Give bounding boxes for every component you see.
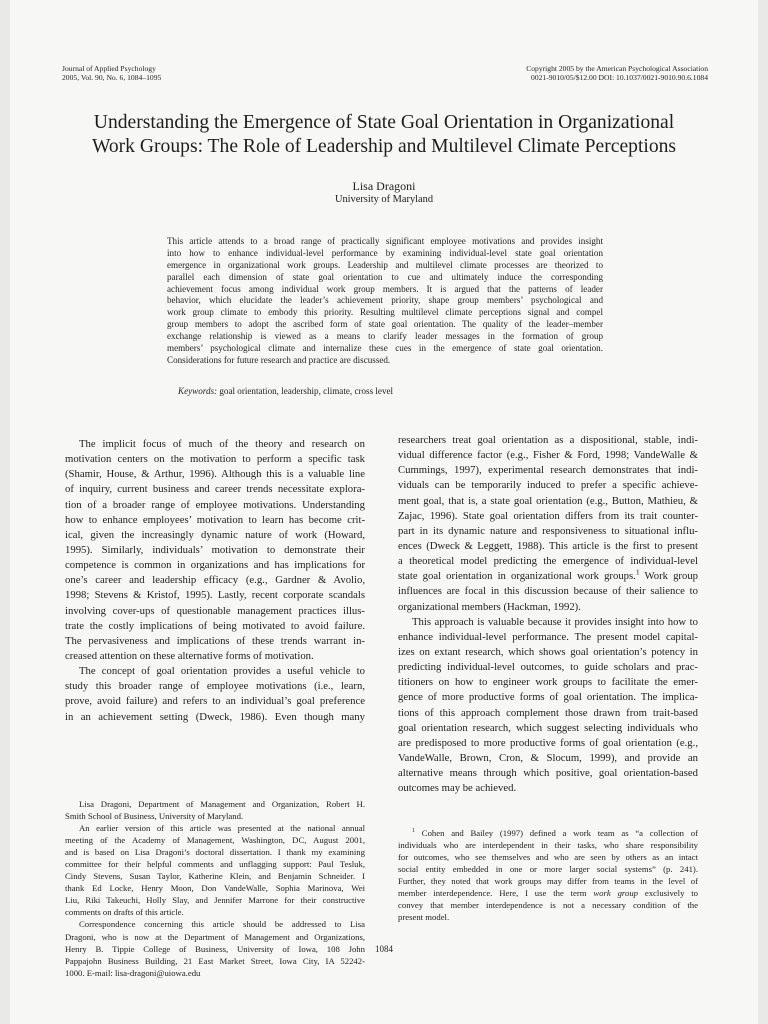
body-line: study this broader range of employee motivations (i.e., learn,	[65, 680, 365, 693]
body-line: predicting individual-level outcomes, to guide scholars and prac-	[398, 661, 698, 674]
abstract	[167, 236, 603, 367]
footnote-line: Further, they noted that work groups may differ from teams in the level of	[398, 876, 698, 887]
footnote-marker: 1	[635, 569, 640, 577]
note-line: Dragoni, who is now at the Department of Management and Organizations,	[65, 931, 365, 942]
body-line: ences (Dweck & Leggett, 1988). This article is the first to present	[398, 539, 698, 552]
abstract-line: group members to adopt the ascribed form of state goal orientation. The quality of the leader–member	[167, 319, 603, 330]
keywords-label: Keywords:	[178, 386, 218, 396]
abstract-line: behavior, which elucidate the leader’s achievement priority, shape group members’ psychological and	[167, 295, 603, 306]
abstract-line: exchange relationship is viewed as a means to clarify leader messages in the formation of group	[167, 331, 603, 342]
body-line: one’s career and leadership efficacy (e.g., Gardner & Avolio,	[65, 574, 365, 587]
abstract-line: into how to enhance individual-level performance by examining individual-level state goal orientation	[167, 247, 603, 258]
body-line: competence is common in organizations and has implications for	[65, 559, 365, 572]
body-line: outcomes may be achieved.	[398, 782, 517, 795]
note-line: committee for their helpful comments and unflagging support: Paul Tesluk,	[65, 859, 365, 870]
footnote-line	[398, 827, 698, 839]
journal-volume-info: 2005, Vol. 90, No. 6, 1084–1095	[62, 72, 162, 82]
body-line: tion of a broader range of employee motivations. Understanding	[65, 498, 365, 511]
body-line: enhance individual-level performance. The present model capital-	[398, 630, 698, 643]
body-line: in an achievement setting (Dweck, 1986). Even though many	[65, 710, 365, 723]
body-line: vidual difference factor (e.g., Fisher & Ford, 1998; VandeWalle &	[398, 449, 698, 462]
body-line: of inquiry, current business and career trends necessitate explora-	[65, 483, 365, 496]
copyright-header	[526, 65, 708, 82]
body-line: organizational members (Hackman, 1992).	[398, 600, 581, 613]
body-line	[398, 569, 698, 584]
note-line: meeting of the Academy of Management, Washington, DC, August 2001,	[65, 835, 365, 846]
body-line: izes on extant research, which shows goal orientation’s potency in	[398, 645, 698, 658]
body-line: influences are focal in this discussion because of their salience to	[398, 585, 698, 598]
body-line: The pervasiveness and implications of these trends warrant in-	[65, 634, 365, 647]
footnote-text: exclusively to	[638, 888, 698, 899]
footnote-line: convey that member interdependence is not a necessary condition of the	[398, 900, 698, 911]
body-line: tions of this approach complement those drawn from trait-based	[398, 706, 698, 719]
abstract-line: Considerations for future research and practice are discussed.	[167, 354, 391, 365]
page-number: 1084	[375, 944, 393, 954]
footnote-1	[398, 827, 698, 923]
abstract-line: achievement focus among individual work group members. It is argued that the patterns of leader	[167, 283, 603, 294]
journal-page	[10, 0, 758, 1024]
footnote-text: member interdependence. Here, I use the term	[398, 888, 594, 899]
body-line: 1998; Stevens & Kristof, 1995). Lastly, recent corporate scandals	[65, 589, 365, 602]
copyright-line: Copyright 2005 by the American Psychological Association	[526, 64, 708, 73]
body-line: part in its dynamic nature and responsiveness to situational influ-	[398, 524, 698, 537]
keywords-list: goal orientation, leadership, climate, cross level	[217, 386, 394, 396]
journal-name: Journal of Applied Psychology	[62, 64, 156, 73]
body-line: ical, given the increasingly dynamic nature of work (Howard,	[65, 528, 365, 541]
note-line: comments on drafts of this article.	[65, 907, 184, 918]
body-line: titioners on how to engineer work groups to facilitate the emer-	[398, 676, 698, 689]
body-line: are predisposed to more productive forms of goal orientation (e.g.,	[398, 736, 698, 749]
note-line: Pappajohn Business Building, 21 East Market Street, Iowa City, IA 52242-	[65, 955, 365, 966]
body-line: alternative means through which positive, goal orientation-based	[398, 767, 698, 780]
body-line: involving cover-ups of questionable management practices illus-	[65, 604, 365, 617]
note-line: Cindy Stevens, Susan Taylor, Katherine Klein, and Benjamin Schneider. I	[65, 871, 365, 882]
body-line: Cummings, 1997), experimental research demonstrates that indi-	[398, 464, 698, 477]
footnote-marker: 1	[412, 828, 416, 835]
note-line: Liu, Riki Takeuchi, Holly Slay, and Jennifer Marrone for their constructive	[65, 895, 365, 906]
body-column-left	[65, 437, 365, 725]
body-text: state goal orientation in organizational work groups.	[398, 570, 636, 583]
footnote-italic-term: work group	[593, 888, 639, 899]
body-line: trate the costly implications of being motivated to avoid failure.	[65, 619, 365, 632]
footnote-text: Cohen and Bailey (1997) defined a work team as “a collection of	[415, 828, 698, 838]
body-line: prove, avoid failure) and refers to an individual’s goal preference	[65, 695, 365, 708]
note-line: An earlier version of this article was presented at the national annual	[79, 823, 365, 834]
abstract-line: members’ psychological climate and internalize these cues in the emergence of state goal orientation.	[167, 343, 603, 354]
note-line: and is based on Lisa Dragoni’s doctoral dissertation. I thank my examining	[65, 847, 365, 858]
body-line: researchers treat goal orientation as a dispositional, stable, indi-	[398, 434, 698, 446]
title-line: Understanding the Emergence of State Goal Orientation in Organizational	[93, 112, 675, 133]
note-line: thank Ed Locke, Henry Moon, Don VandeWalle, Sophia Marinova, Wei	[65, 883, 365, 894]
body-line: This approach is valuable because it provides insight into how to	[412, 615, 698, 628]
note-line: Lisa Dragoni, Department of Management and Organization, Robert H.	[79, 799, 365, 809]
body-line: goal orientation research, which suggest selecting individuals who	[398, 721, 698, 734]
body-column-right	[398, 433, 698, 796]
footnote-line: social entity embedded in one or more larger social systems” (p. 241).	[398, 864, 698, 875]
body-line: ment goal, that is, a state goal orientation (e.g., Button, Mathieu, &	[398, 494, 698, 507]
note-line: Correspondence concerning this article should be addressed to Lisa	[79, 919, 365, 930]
footnote-line: individuals who are interdependent in their tasks, who share responsibility	[398, 840, 698, 851]
footnote-line	[398, 887, 698, 899]
body-line: (Shamir, House, & Arthur, 1996). Although this is a valuable line	[65, 468, 365, 481]
abstract-line: emergence in organizational work groups. Leadership and multilevel climate processes are theorized to	[167, 259, 603, 270]
footnote-line: for outcomes, who see themselves and who are seen by others as an intact	[398, 852, 698, 863]
note-line: Smith School of Business, University of Maryland.	[65, 811, 244, 822]
body-line: creased attention on these alternative forms of motivation.	[65, 649, 314, 662]
abstract-line: This article attends to a broad range of practically significant employee motivations and provides insight	[167, 236, 603, 246]
author-name: Lisa Dragoni	[352, 179, 416, 193]
footnote-line: present model.	[398, 912, 450, 923]
title-line: Work Groups: The Role of Leadership and Multilevel Climate Perceptions	[91, 136, 677, 157]
body-line: a theoretical model predicting the emergence of individual-level	[398, 555, 698, 568]
body-line: Zajac, 1996). State goal orientation differs from its trait counter-	[398, 509, 698, 522]
body-line: motivation centers on the motivation to perform a specific task	[65, 453, 365, 466]
abstract-line: work group climate to embody this priority. Resulting multilevel climate perceptions signal and compel	[167, 307, 603, 318]
abstract-line: parallel each dimension of state goal orientation to cue and ultimately induce the corresponding	[167, 271, 603, 282]
body-line: viduals can be temporarily induced to prefer a specific achieve-	[398, 479, 698, 492]
doi-line: 0021-9010/05/$12.00 DOI: 10.1037/0021-9010.90.6.1084	[531, 72, 708, 82]
journal-citation-header	[62, 65, 161, 82]
note-line: Henry B. Tippie College of Business, University of Iowa, 108 John	[65, 943, 365, 954]
body-line: how to enhance employees’ motivation to learn has become crit-	[65, 513, 365, 526]
body-line: VandeWalle, Brown, Cron, & Slocum, 1999), and provide an	[398, 751, 698, 764]
keywords	[178, 385, 598, 397]
article-title	[50, 111, 718, 159]
body-line: The implicit focus of much of the theory and research on	[79, 438, 365, 450]
author-affiliation: University of Maryland	[334, 194, 434, 205]
body-text: Work group	[639, 570, 698, 583]
body-line: 1995). Similarly, individuals’ motivation to demonstrate their	[65, 543, 365, 556]
note-line: 1000. E-mail: lisa-dragoni@uiowa.edu	[65, 967, 201, 978]
body-line: gence of more productive forms of goal orientation. The implica-	[398, 691, 698, 704]
body-line: The concept of goal orientation provides a useful vehicle to	[79, 665, 365, 678]
